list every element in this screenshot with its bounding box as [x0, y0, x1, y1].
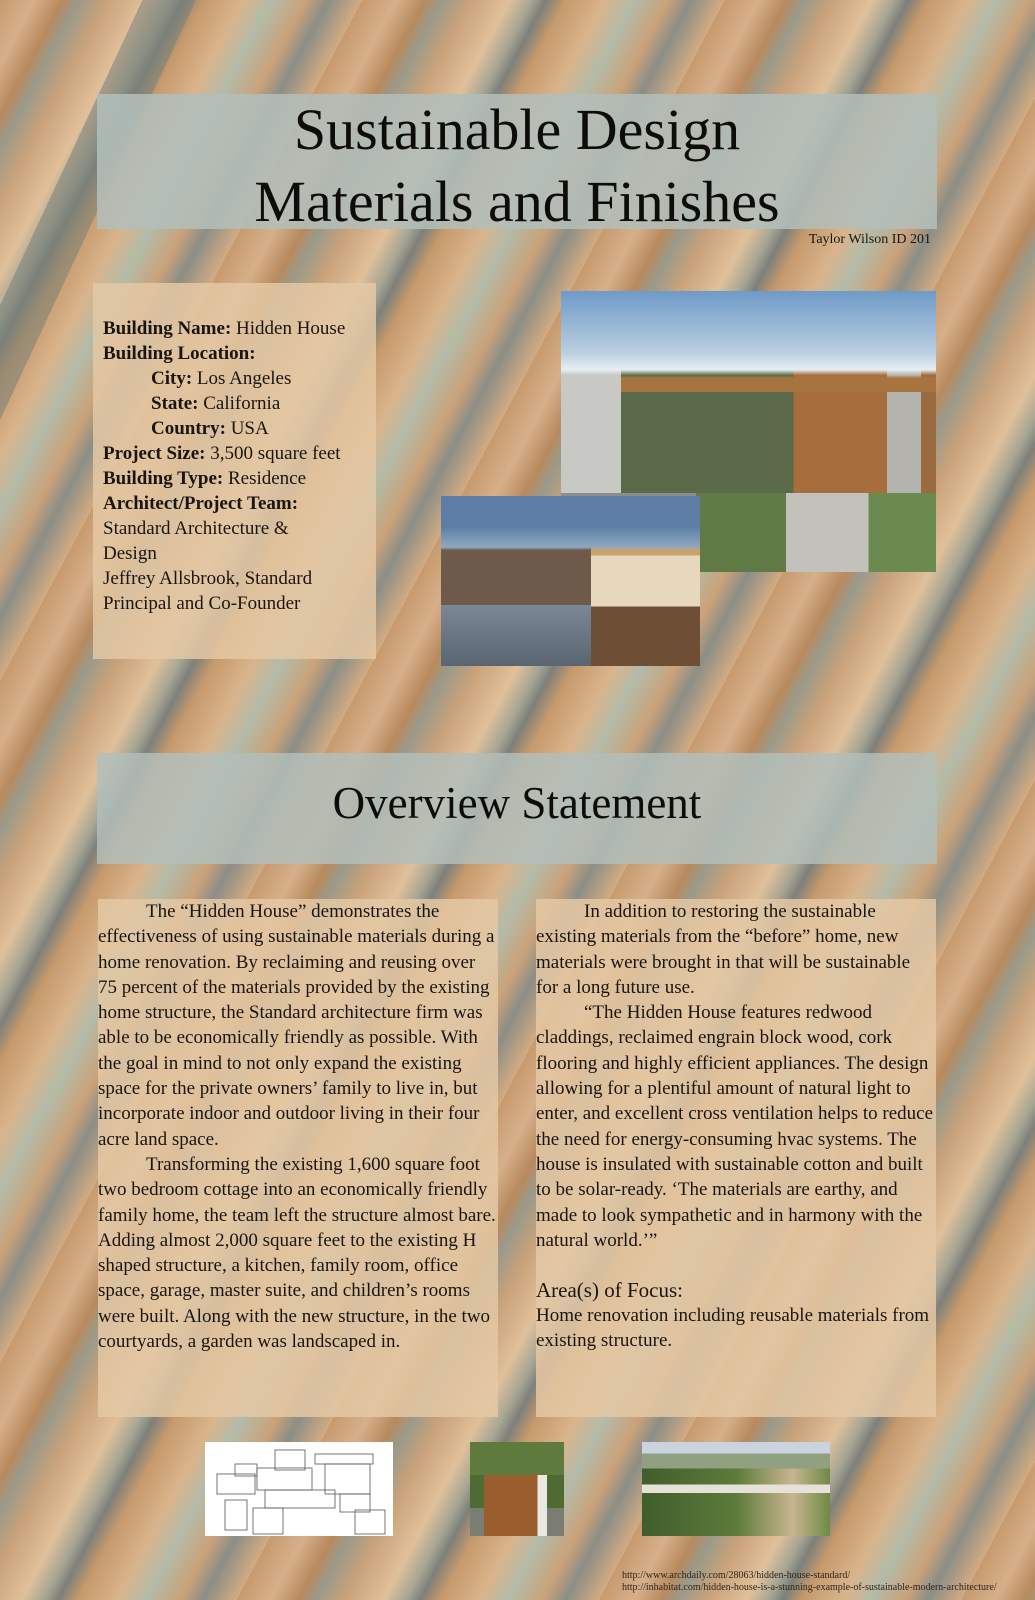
- focus-heading: Area(s) of Focus:: [536, 1278, 683, 1303]
- floor-plan-drawing: [205, 1442, 393, 1536]
- references: [622, 1570, 1032, 1594]
- project-team-label: Architect/Project Team:: [103, 493, 299, 514]
- reference-link-1[interactable]: http://www.archdaily.com/28063/hidden-house-standard/: [622, 1570, 851, 1581]
- focus-body: Home renovation including reusable materials from existing structure.: [536, 1305, 930, 1352]
- building-location-row: [103, 341, 370, 366]
- hillside-thumbnail: [642, 1442, 830, 1536]
- state-row: [103, 391, 370, 416]
- overview-right-column: [536, 899, 936, 1417]
- overview-paragraph-1: The “Hidden House” demonstrates the effectiveness of using sustainable materials during a home renovation. By reclaiming and reusing over 75 percent of the materials provided by the existing home structure, the Standard architecture firm was able to be economically friendly as possible. With the goal in mind to not only expand the existing space for the private owners’ family to live in, but incorporate indoor and outdoor living in their four acre land space.: [98, 901, 495, 1150]
- building-info-panel: [93, 283, 376, 659]
- project-team-line-4: Principal and Co-Founder: [103, 593, 301, 614]
- country-value: USA: [230, 418, 269, 439]
- courtyard-kitchen-photo: [441, 496, 700, 666]
- overview-heading: Overview Statement: [332, 778, 702, 828]
- building-type-row: [103, 466, 370, 491]
- state-label: State:: [151, 393, 199, 414]
- title-line-2: Materials and Finishes: [254, 169, 780, 234]
- project-size-value: 3,500 square feet: [210, 443, 341, 464]
- building-location-label: Building Location:: [103, 343, 256, 364]
- poster-title: [97, 94, 937, 238]
- project-size-label: Project Size:: [103, 443, 206, 464]
- courtyard-deck: [441, 605, 591, 666]
- building-name-row: [103, 316, 370, 341]
- reference-link-2[interactable]: http://inhabitat.com/hidden-house-is-a-stunning-example-of-sustainable-modern-architecture/: [622, 1582, 997, 1593]
- overview-paragraph-4: “The Hidden House features redwood claddings, reclaimed engrain block wood, cork flooring and highly efficient appliances. The design allowing for a plentiful amount of natural light to enter, and excellent cross ventilation helps to reduce the need for energy-consuming hvac systems. The house is insulated with sustainable cotton and built to be solar-ready. ‘The materials are earthy, and made to look sympathetic and in harmony with the natural world.’”: [536, 1002, 934, 1251]
- city-row: [103, 366, 370, 391]
- overview-left-column: [98, 899, 498, 1417]
- building-name-value: Hidden House: [236, 318, 346, 339]
- overview-banner: [97, 753, 937, 864]
- cabin-exterior-thumbnail: [470, 1442, 564, 1536]
- project-size-row: [103, 441, 370, 466]
- floor-plan-thumbnail: [205, 1442, 393, 1536]
- building-type-value: Residence: [227, 468, 307, 489]
- author-credit: Taylor Wilson ID 201: [808, 232, 931, 247]
- building-type-label: Building Type:: [103, 468, 224, 489]
- project-team-row: [103, 491, 370, 516]
- overview-paragraph-2: Transforming the existing 1,600 square foot two bedroom cottage into an economically friendly family home, the team left the structure almost bare. Adding almost 2,000 square feet to the existing H shaped structure, a kitchen, family room, office space, garage, master suite, and children’s rooms were built. Along with the new structure, in the two courtyards, a garden was landscaped in.: [98, 1153, 496, 1353]
- title-line-1: Sustainable Design: [293, 97, 741, 162]
- city-value: Los Angeles: [196, 368, 292, 389]
- country-row: [103, 416, 370, 441]
- project-team-line-2: Design: [103, 543, 157, 564]
- building-name-label: Building Name:: [103, 318, 232, 339]
- state-value: California: [203, 393, 281, 414]
- city-label: City:: [151, 368, 193, 389]
- project-team-line-1: Standard Architecture &: [103, 518, 289, 539]
- overview-paragraph-3: In addition to restoring the sustainable existing materials from the “before” home, new materials were brought in that will be sustainable for a long future use.: [536, 901, 911, 998]
- title-banner: [97, 94, 937, 234]
- project-team-line-3: Jeffrey Allsbrook, Standard: [103, 568, 313, 589]
- country-label: Country:: [151, 418, 226, 439]
